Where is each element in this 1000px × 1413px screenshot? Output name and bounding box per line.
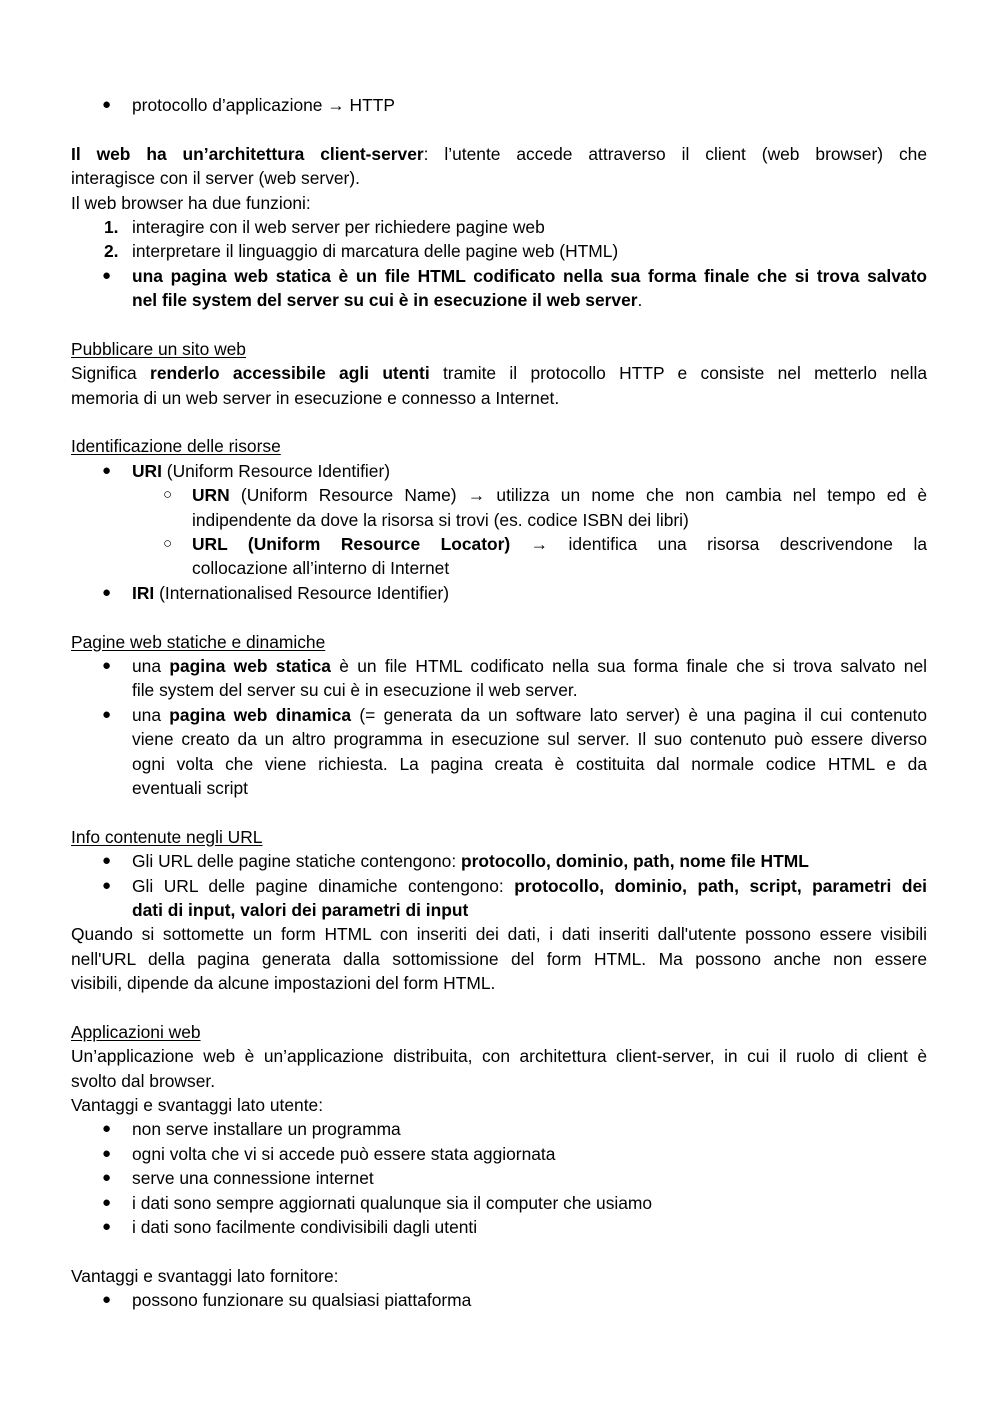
- list-item-continuation: eventuali script: [132, 777, 248, 798]
- bullet-icon: ●: [102, 852, 112, 870]
- sub-list-item: ○ URN (Uniform Resource Name) → utilizza un nome che non cambia nel tempo ed è: [71, 483, 927, 507]
- section-heading: Pubblicare un sito web: [71, 338, 246, 359]
- list-item: ● IRI (Internationalised Resource Identifier): [71, 581, 927, 605]
- list-item: ● protocollo d’applicazione → HTTP: [71, 93, 927, 117]
- list-item-continuation: file system del server su cui è in esecuzione il web server.: [132, 680, 578, 701]
- paragraph-line: svolto dal browser.: [71, 1070, 216, 1091]
- paragraph: Il web ha un’architettura client-server: l’utente accede attraverso il client (web browser) che: [71, 143, 927, 164]
- bullet-icon: ●: [102, 1144, 112, 1162]
- section-heading: Info contenute negli URL: [71, 826, 263, 847]
- sub-list-item-continuation: collocazione all’interno di Internet: [192, 558, 450, 579]
- sub-list-item: ○ URL (Uniform Resource Locator) → identifica una risorsa descrivendone la: [71, 532, 927, 556]
- section-heading: Identificazione delle risorse: [71, 436, 281, 457]
- paragraph-line: nell'URL della pagina generata dalla sottomissione del form HTML. Ma possono anche non essere: [71, 948, 927, 969]
- list-item-continuation: nel file system del server su cui è in esecuzione il web server.: [132, 290, 643, 311]
- list-item: ● i dati sono sempre aggiornati qualunque sia il computer che usiamo: [71, 1191, 927, 1215]
- paragraph-line: Il web browser ha due funzioni:: [71, 192, 311, 213]
- bullet-icon: ●: [102, 1120, 112, 1138]
- bullet-icon: ●: [102, 1193, 112, 1211]
- list-item: ● i dati sono facilmente condivisibili dagli utenti: [71, 1215, 927, 1239]
- list-item: ● una pagina web dinamica (= generata da un software lato server) è una pagina il cui contenuto: [71, 703, 927, 727]
- paragraph-line: Vantaggi e svantaggi lato fornitore:: [71, 1265, 339, 1286]
- circle-bullet-icon: ○: [163, 486, 173, 504]
- list-item: ● URI (Uniform Resource Identifier): [71, 459, 927, 483]
- section-heading: Pagine web statiche e dinamiche: [71, 631, 326, 652]
- numbered-item: 2. interpretare il linguaggio di marcatura delle pagine web (HTML): [104, 241, 619, 262]
- paragraph-line: interagisce con il server (web server).: [71, 168, 360, 189]
- bullet-icon: ●: [102, 1169, 112, 1187]
- list-item: ● serve una connessione internet: [71, 1166, 927, 1190]
- paragraph-line: Un’applicazione web è un’applicazione distribuita, con architettura client-server, in cui il ruolo di client è: [71, 1046, 927, 1067]
- bullet-icon: ●: [102, 1291, 112, 1309]
- list-item-continuation: viene creato da un altro programma in esecuzione sul server. Il suo contenuto può essere diverso: [132, 729, 927, 750]
- bullet-icon: ●: [102, 96, 112, 113]
- bullet-icon: ●: [102, 461, 112, 479]
- list-item: ● possono funzionare su qualsiasi piattaforma: [71, 1288, 927, 1312]
- list-item-continuation: dati di input, valori dei parametri di input: [132, 899, 469, 920]
- bullet-icon: ●: [102, 266, 112, 284]
- paragraph-line: visibili, dipende da alcune impostazioni del form HTML.: [71, 973, 496, 994]
- sub-list-item-continuation: indipendente da dove la risorsa si trovi (es. codice ISBN dei libri): [192, 509, 689, 530]
- list-item: ● una pagina web statica è un file HTML codificato nella sua forma finale che si trova salvato nel: [71, 654, 927, 678]
- numbered-item: 1. interagire con il web server per richiedere pagine web: [104, 216, 545, 237]
- bullet-icon: ●: [102, 876, 112, 894]
- paragraph-line: Vantaggi e svantaggi lato utente:: [71, 1095, 324, 1116]
- bullet-icon: ●: [102, 656, 112, 674]
- circle-bullet-icon: ○: [163, 535, 173, 553]
- list-item: ● una pagina web statica è un file HTML codificato nella sua forma finale che si trova salvato: [71, 264, 927, 288]
- document-page: [71, 93, 927, 1313]
- list-item: ● ogni volta che vi si accede può essere stata aggiornata: [71, 1142, 927, 1166]
- bullet-icon: ●: [102, 705, 112, 723]
- list-item: ● Gli URL delle pagine statiche contengono: protocollo, dominio, path, nome file HTML: [71, 849, 927, 873]
- paragraph-line: Quando si sottomette un form HTML con inseriti dei dati, i dati inseriti dall'utente possono essere visibili: [71, 924, 927, 945]
- section-heading: Applicazioni web: [71, 1021, 201, 1042]
- paragraph: Significa renderlo accessibile agli utenti tramite il protocollo HTTP e consiste nel metterlo nella: [71, 363, 927, 384]
- paragraph-line: memoria di un web server in esecuzione e connesso a Internet.: [71, 387, 560, 408]
- list-item: ● Gli URL delle pagine dinamiche contengono: protocollo, dominio, path, script, parametri dei: [71, 874, 927, 898]
- bullet-icon: ●: [102, 583, 112, 601]
- bullet-icon: ●: [102, 1217, 112, 1235]
- list-item: ● non serve installare un programma: [71, 1117, 927, 1141]
- list-item-continuation: ogni volta che viene richiesta. La pagina creata è costituita dal normale codice HTML e da: [132, 753, 927, 774]
